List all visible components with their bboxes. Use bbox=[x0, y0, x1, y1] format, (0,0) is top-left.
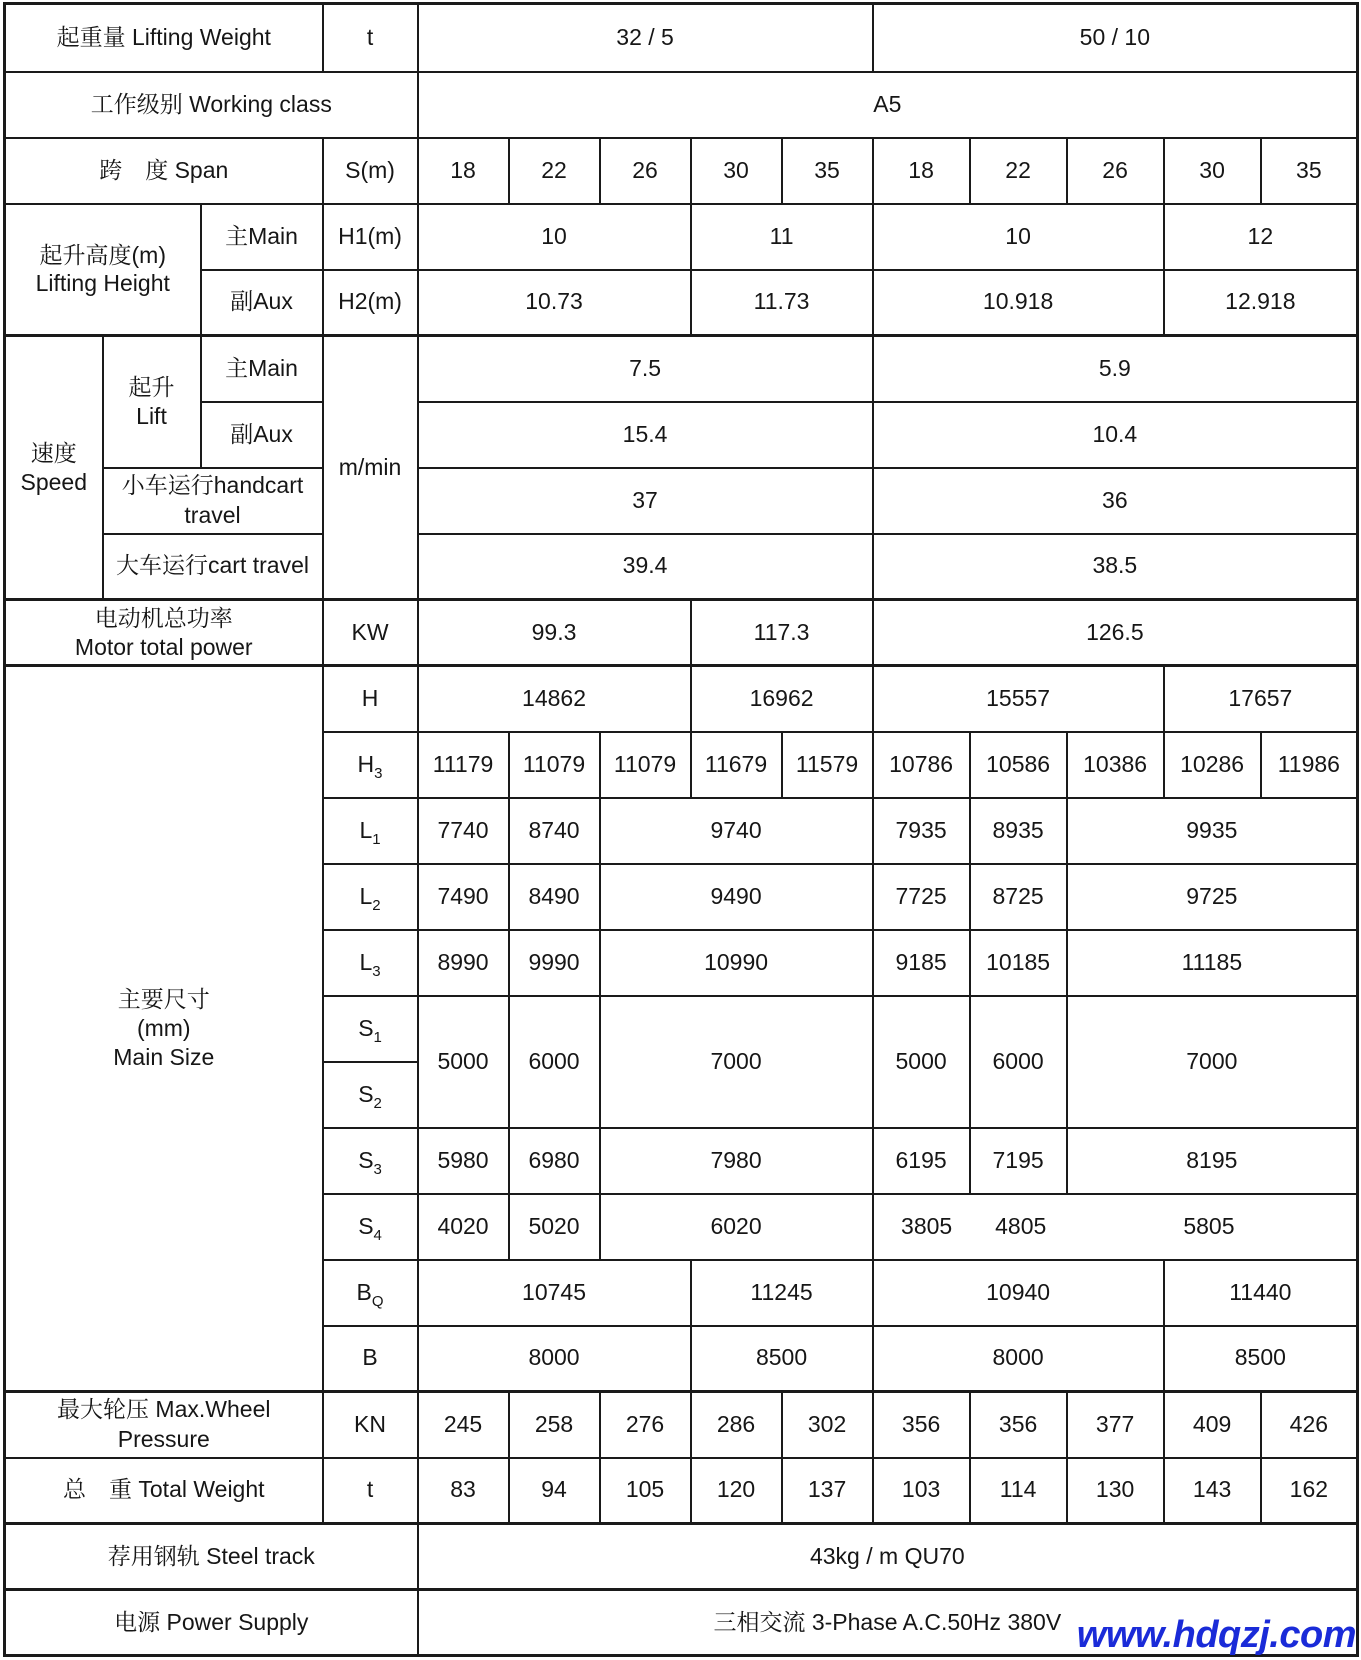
crane-spec-table bbox=[3, 2, 1359, 1657]
lifting-height-main-label: 主Main bbox=[201, 204, 323, 270]
dim-label-b: B bbox=[323, 1326, 418, 1392]
wheel-pressure-label: 最大轮压 Max.Wheel Pressure bbox=[5, 1392, 323, 1458]
main-size-label-mm: (mm) bbox=[136, 1015, 191, 1042]
row-total-weight bbox=[5, 1458, 1358, 1524]
dim-label-h: H bbox=[323, 666, 418, 732]
lift-label-zh: 起升 bbox=[128, 374, 175, 400]
s1s2-value: 7000 bbox=[1067, 996, 1358, 1128]
wheel-pressure-value: 245 bbox=[418, 1392, 509, 1458]
working-class-label: 工作级别 Working class bbox=[5, 72, 418, 138]
s4-right-group bbox=[880, 1212, 1351, 1242]
l1-value: 9935 bbox=[1067, 798, 1358, 864]
dim-base: S bbox=[358, 1014, 374, 1041]
span-value: 35 bbox=[782, 138, 873, 204]
s3-value: 8195 bbox=[1067, 1128, 1358, 1194]
steel-track-value: 43kg / m QU70 bbox=[418, 1524, 1358, 1590]
speed-label-zh: 速度 bbox=[30, 439, 77, 466]
h1-value: 10 bbox=[418, 204, 691, 270]
h3-value: 10286 bbox=[1164, 732, 1261, 798]
total-weight-value: 143 bbox=[1164, 1458, 1261, 1524]
s1s2-value: 7000 bbox=[600, 996, 873, 1128]
span-value: 22 bbox=[509, 138, 600, 204]
bq-value: 10940 bbox=[873, 1260, 1164, 1326]
span-value: 26 bbox=[1067, 138, 1164, 204]
s3-value: 6195 bbox=[873, 1128, 970, 1194]
s4-value: 6020 bbox=[600, 1194, 873, 1260]
h3-value: 11179 bbox=[418, 732, 509, 798]
span-value: 26 bbox=[600, 138, 691, 204]
h2-value: 10.73 bbox=[418, 270, 691, 336]
dim-base: S bbox=[358, 1146, 374, 1173]
lifting-height-label-zh: 起升高度(m) bbox=[39, 241, 166, 268]
bq-value: 11245 bbox=[691, 1260, 873, 1326]
span-value: 30 bbox=[691, 138, 782, 204]
h3-value: 10386 bbox=[1067, 732, 1164, 798]
h3-value: 11079 bbox=[600, 732, 691, 798]
l2-value: 9490 bbox=[600, 864, 873, 930]
span-value: 18 bbox=[873, 138, 970, 204]
s4-right-values bbox=[873, 1194, 1358, 1260]
s4-value: 5020 bbox=[509, 1194, 600, 1260]
row-size-h bbox=[5, 666, 1358, 732]
dim-label-l1 bbox=[323, 798, 418, 864]
dim-sub: 2 bbox=[372, 896, 381, 914]
wheel-pressure-value: 356 bbox=[970, 1392, 1067, 1458]
wheel-pressure-value: 356 bbox=[873, 1392, 970, 1458]
s4-value: 3805 bbox=[901, 1212, 953, 1239]
bq-value: 10745 bbox=[418, 1260, 691, 1326]
motor-power-label bbox=[5, 600, 323, 666]
s4-value: 4020 bbox=[418, 1194, 509, 1260]
span-value: 30 bbox=[1164, 138, 1261, 204]
cart-value: 38.5 bbox=[873, 534, 1358, 600]
span-value: 18 bbox=[418, 138, 509, 204]
h1-value: 12 bbox=[1164, 204, 1358, 270]
s1s2-value: 6000 bbox=[970, 996, 1067, 1128]
motor-power-value: 126.5 bbox=[873, 600, 1358, 666]
dim-sub: Q bbox=[371, 1292, 384, 1310]
cart-value: 39.4 bbox=[418, 534, 873, 600]
dim-sub: 2 bbox=[373, 1094, 382, 1112]
span-value: 35 bbox=[1261, 138, 1358, 204]
h1-value: 11 bbox=[691, 204, 873, 270]
motor-power-unit: KW bbox=[323, 600, 418, 666]
row-speed-lift-aux bbox=[5, 402, 1358, 468]
total-weight-value: 83 bbox=[418, 1458, 509, 1524]
dim-base: S bbox=[358, 1212, 374, 1239]
dim-base: L bbox=[359, 882, 373, 909]
l2-value: 7490 bbox=[418, 864, 509, 930]
row-working-class bbox=[5, 72, 1358, 138]
dim-sub: 1 bbox=[372, 830, 381, 848]
wheel-pressure-value: 426 bbox=[1261, 1392, 1358, 1458]
h3-value: 10586 bbox=[970, 732, 1067, 798]
wheel-pressure-value: 302 bbox=[782, 1392, 873, 1458]
lifting-weight-value: 50 / 10 bbox=[873, 4, 1358, 72]
s4-value: 5805 bbox=[1183, 1212, 1235, 1239]
b-value: 8000 bbox=[418, 1326, 691, 1392]
l2-value: 8725 bbox=[970, 864, 1067, 930]
s3-value: 6980 bbox=[509, 1128, 600, 1194]
dim-base: S bbox=[358, 1080, 374, 1107]
span-value: 22 bbox=[970, 138, 1067, 204]
power-supply-label: 电源 Power Supply bbox=[5, 1590, 418, 1656]
h-value: 15557 bbox=[873, 666, 1164, 732]
handcart-label: 小车运行handcart travel bbox=[103, 468, 323, 534]
l1-value: 7935 bbox=[873, 798, 970, 864]
bq-value: 11440 bbox=[1164, 1260, 1358, 1326]
lifting-height-label bbox=[5, 204, 201, 336]
h2-value: 12.918 bbox=[1164, 270, 1358, 336]
h-value: 16962 bbox=[691, 666, 873, 732]
dim-label-l3 bbox=[323, 930, 418, 996]
row-lifting-height-main bbox=[5, 204, 1358, 270]
row-speed-cart bbox=[5, 534, 1358, 600]
main-size-label bbox=[5, 666, 323, 1392]
wheel-pressure-value: 409 bbox=[1164, 1392, 1261, 1458]
speed-aux-value: 15.4 bbox=[418, 402, 873, 468]
l1-value: 9740 bbox=[600, 798, 873, 864]
l3-value: 9990 bbox=[509, 930, 600, 996]
motor-power-label-zh: 电动机总功率 bbox=[94, 604, 233, 631]
h2-value: 10.918 bbox=[873, 270, 1164, 336]
span-unit: S(m) bbox=[323, 138, 418, 204]
speed-aux-label: 副Aux bbox=[201, 402, 323, 468]
speed-main-label: 主Main bbox=[201, 336, 323, 402]
wheel-pressure-value: 276 bbox=[600, 1392, 691, 1458]
lifting-weight-unit: t bbox=[323, 4, 418, 72]
wheel-pressure-unit: KN bbox=[323, 1392, 418, 1458]
h-value: 14862 bbox=[418, 666, 691, 732]
s4-value: 4805 bbox=[995, 1212, 1047, 1239]
h3-value: 11579 bbox=[782, 732, 873, 798]
l2-value: 7725 bbox=[873, 864, 970, 930]
dim-sub: 3 bbox=[373, 1160, 382, 1178]
lifting-weight-label: 起重量 Lifting Weight bbox=[5, 4, 323, 72]
dim-base: L bbox=[359, 948, 373, 975]
l2-value: 9725 bbox=[1067, 864, 1358, 930]
row-speed-handcart bbox=[5, 468, 1358, 534]
working-class-value: A5 bbox=[418, 72, 1358, 138]
dim-label-l2 bbox=[323, 864, 418, 930]
h3-value: 11679 bbox=[691, 732, 782, 798]
row-span bbox=[5, 138, 1358, 204]
dim-sub: 4 bbox=[373, 1226, 382, 1244]
main-size-label-en: Main Size bbox=[113, 1043, 215, 1070]
total-weight-label: 总 重 Total Weight bbox=[5, 1458, 323, 1524]
dim-label-s1 bbox=[323, 996, 418, 1062]
handcart-value: 36 bbox=[873, 468, 1358, 534]
speed-aux-value: 10.4 bbox=[873, 402, 1358, 468]
l1-value: 7740 bbox=[418, 798, 509, 864]
wheel-pressure-value: 258 bbox=[509, 1392, 600, 1458]
row-steel-track bbox=[5, 1524, 1358, 1590]
total-weight-value: 94 bbox=[509, 1458, 600, 1524]
l1-value: 8935 bbox=[970, 798, 1067, 864]
dim-label-s3 bbox=[323, 1128, 418, 1194]
l3-value: 10990 bbox=[600, 930, 873, 996]
lifting-height-label-en: Lifting Height bbox=[35, 270, 170, 297]
watermark-url: www.hdqzj.com bbox=[1076, 1614, 1356, 1656]
dim-base: B bbox=[356, 1278, 372, 1305]
row-motor-power bbox=[5, 600, 1358, 666]
steel-track-label: 荐用钢轨 Steel track bbox=[5, 1524, 418, 1590]
lifting-height-aux-label: 副Aux bbox=[201, 270, 323, 336]
l3-value: 10185 bbox=[970, 930, 1067, 996]
lifting-height-main-unit: H1(m) bbox=[323, 204, 418, 270]
l3-value: 8990 bbox=[418, 930, 509, 996]
dim-sub: 3 bbox=[372, 962, 381, 980]
b-value: 8500 bbox=[691, 1326, 873, 1392]
h-value: 17657 bbox=[1164, 666, 1358, 732]
motor-power-value: 99.3 bbox=[418, 600, 691, 666]
lift-label bbox=[103, 336, 201, 468]
span-label: 跨 度 Span bbox=[5, 138, 323, 204]
speed-main-value: 7.5 bbox=[418, 336, 873, 402]
b-value: 8000 bbox=[873, 1326, 1164, 1392]
h3-value: 11986 bbox=[1261, 732, 1358, 798]
dim-base: L bbox=[359, 816, 373, 843]
total-weight-value: 103 bbox=[873, 1458, 970, 1524]
speed-label bbox=[5, 336, 103, 600]
l1-value: 8740 bbox=[509, 798, 600, 864]
dim-sub: 3 bbox=[374, 764, 383, 782]
b-value: 8500 bbox=[1164, 1326, 1358, 1392]
s1s2-value: 5000 bbox=[873, 996, 970, 1128]
total-weight-value: 120 bbox=[691, 1458, 782, 1524]
dim-label-bq bbox=[323, 1260, 418, 1326]
cart-label: 大车运行cart travel bbox=[103, 534, 323, 600]
speed-main-value: 5.9 bbox=[873, 336, 1358, 402]
row-lifting-height-aux bbox=[5, 270, 1358, 336]
l3-value: 9185 bbox=[873, 930, 970, 996]
dim-base: H bbox=[357, 750, 375, 777]
main-size-label-zh: 主要尺寸 bbox=[117, 986, 210, 1013]
total-weight-unit: t bbox=[323, 1458, 418, 1524]
lift-label-en: Lift bbox=[136, 402, 167, 429]
motor-power-label-en: Motor total power bbox=[74, 633, 253, 660]
h1-value: 10 bbox=[873, 204, 1164, 270]
l2-value: 8490 bbox=[509, 864, 600, 930]
l3-value: 11185 bbox=[1067, 930, 1358, 996]
row-speed-lift-main bbox=[5, 336, 1358, 402]
total-weight-value: 114 bbox=[970, 1458, 1067, 1524]
wheel-pressure-value: 377 bbox=[1067, 1392, 1164, 1458]
speed-unit: m/min bbox=[323, 336, 418, 600]
s3-value: 7195 bbox=[970, 1128, 1067, 1194]
total-weight-value: 162 bbox=[1261, 1458, 1358, 1524]
row-wheel-pressure bbox=[5, 1392, 1358, 1458]
lifting-height-aux-unit: H2(m) bbox=[323, 270, 418, 336]
s3-value: 5980 bbox=[418, 1128, 509, 1194]
dim-sub: 1 bbox=[373, 1028, 382, 1046]
dim-label-h3 bbox=[323, 732, 418, 798]
motor-power-value: 117.3 bbox=[691, 600, 873, 666]
dim-label-s2 bbox=[323, 1062, 418, 1128]
speed-label-en: Speed bbox=[20, 468, 87, 495]
s1s2-value: 5000 bbox=[418, 996, 509, 1128]
lifting-weight-value: 32 / 5 bbox=[418, 4, 873, 72]
h2-value: 11.73 bbox=[691, 270, 873, 336]
total-weight-value: 105 bbox=[600, 1458, 691, 1524]
dim-label-s4 bbox=[323, 1194, 418, 1260]
s1s2-value: 6000 bbox=[509, 996, 600, 1128]
s3-value: 7980 bbox=[600, 1128, 873, 1194]
wheel-pressure-value: 286 bbox=[691, 1392, 782, 1458]
h3-value: 10786 bbox=[873, 732, 970, 798]
power-supply-value: 三相交流 3-Phase A.C.50Hz 380V bbox=[418, 1590, 1358, 1656]
total-weight-value: 130 bbox=[1067, 1458, 1164, 1524]
h3-value: 11079 bbox=[509, 732, 600, 798]
handcart-value: 37 bbox=[418, 468, 873, 534]
row-lifting-weight bbox=[5, 4, 1358, 72]
total-weight-value: 137 bbox=[782, 1458, 873, 1524]
